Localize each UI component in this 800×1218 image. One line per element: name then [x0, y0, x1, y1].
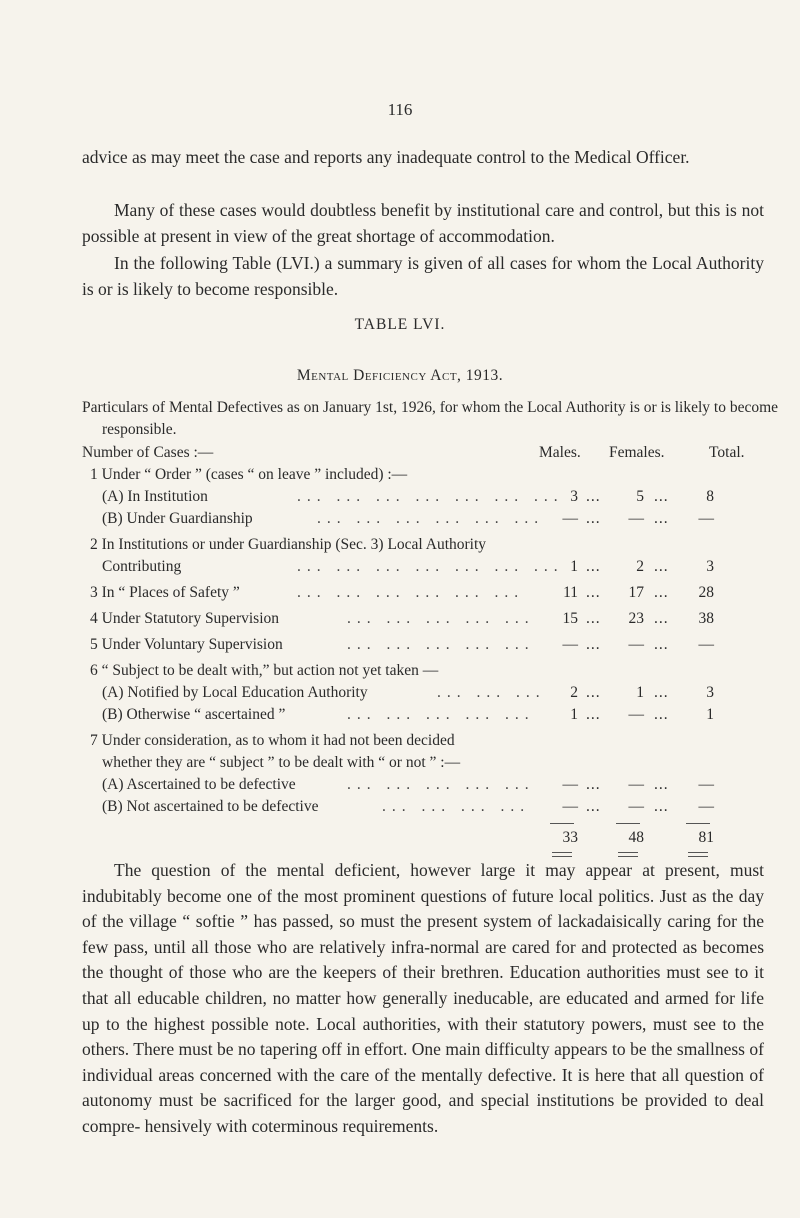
- row-total-value: 3: [706, 684, 714, 701]
- row-total-value: —: [698, 798, 714, 815]
- row-males-value: —: [562, 798, 578, 815]
- row-label: 3 In “ Places of Safety ”: [90, 584, 240, 601]
- row-males-value: 1: [570, 706, 578, 723]
- row-separator: ...: [654, 510, 669, 527]
- table-row: [82, 732, 764, 754]
- row-total-value: 8: [706, 488, 714, 505]
- row-males-value: —: [562, 636, 578, 653]
- row-separator: ...: [586, 776, 601, 793]
- row-separator: ...: [586, 558, 601, 575]
- row-separator: ...: [586, 798, 601, 815]
- row-leader-dots: ... ... ... ... ...: [347, 776, 535, 793]
- table-row: [82, 706, 764, 728]
- row-leader-dots: ... ... ... ... ... ...: [297, 584, 525, 601]
- paragraph-mental-deficient-question: The question of the mental deficient, however large it may appear at present, must indubitably become one of the most prominent questions of future local politics. Just as the day of the village “ softie ” has passed, so must the present system of lackadaisically caring for the few pass, until all those who are relatively infra-normal are cared for and protected as becomes the thought of those who are the keepers of their brethren. Education authorities must see to it that all educable children, no matter how generally ineducable, are educated and armed for life up to the highest possible note. Local authorities, with their statutory powers, must see to the others. There must be no tapering off in effort. One main difficulty appears to be the smallness of individual areas concerned with the care of the mentally defective. It is here that all question of autonomy must be sacrificed for the larger good, and special institutions be provided to deal compre- hensively with coterminous requirements.: [82, 860, 764, 1136]
- row-separator: ...: [654, 488, 669, 505]
- header-total: Total.: [709, 444, 745, 461]
- row-females-value: 17: [628, 584, 644, 601]
- header-number-of-cases: Number of Cases :—: [82, 444, 214, 461]
- row-separator: ...: [654, 558, 669, 575]
- total-double-rule-females: [618, 852, 638, 857]
- row-total-value: 38: [698, 610, 714, 627]
- row-label: 7 Under consideration, as to whom it had not been decided: [90, 732, 455, 749]
- table-row: [82, 488, 764, 510]
- row-males-value: 11: [563, 584, 578, 601]
- table-row: [82, 510, 764, 532]
- row-label: (A) In Institution: [102, 488, 208, 505]
- row-females-value: —: [628, 510, 644, 527]
- row-total-value: —: [698, 636, 714, 653]
- total-females: 48: [628, 829, 644, 846]
- row-females-value: 5: [636, 488, 644, 505]
- row-leader-dots: ... ... ...: [437, 684, 546, 701]
- row-label: 1 Under “ Order ” (cases “ on leave ” included) :—: [90, 466, 408, 483]
- totals-row: [82, 829, 764, 851]
- page-number: 116: [387, 100, 413, 119]
- row-females-value: —: [628, 636, 644, 653]
- row-label: Contributing: [102, 558, 182, 575]
- table-caption: TABLE LVI.: [354, 316, 446, 333]
- row-label: (B) Otherwise “ ascertained ”: [102, 706, 286, 723]
- row-females-value: 23: [628, 610, 644, 627]
- row-males-value: 3: [570, 488, 578, 505]
- row-separator: ...: [654, 798, 669, 815]
- header-males: Males.: [539, 444, 581, 461]
- table-row: [82, 662, 764, 684]
- row-label: (A) Notified by Local Education Authority: [102, 684, 368, 701]
- row-separator: ...: [654, 776, 669, 793]
- row-label: 4 Under Statutory Supervision: [90, 610, 279, 627]
- row-label: 5 Under Voluntary Supervision: [90, 636, 283, 653]
- table-row: [82, 754, 764, 776]
- total-males: 33: [562, 829, 578, 846]
- row-total-value: 1: [706, 706, 714, 723]
- row-leader-dots: ... ... ... ... ... ... ...: [297, 558, 564, 575]
- header-females: Females.: [609, 444, 665, 461]
- total-rule-males: [550, 823, 574, 824]
- row-separator: ...: [586, 684, 601, 701]
- row-label: whether they are “ subject ” to be dealt with “ or not ” :—: [102, 754, 461, 771]
- row-separator: ...: [586, 510, 601, 527]
- table-particulars: Particulars of Mental Defectives as on January 1st, 1926, for whom the Local Authority is or is likely to become responsible.: [82, 399, 779, 438]
- total-double-rule-males: [552, 852, 572, 857]
- paragraph-table-intro: In the following Table (LVI.) a summary is given of all cases for whom the Local Authority is or is likely to become responsible.: [82, 253, 764, 299]
- row-label: (B) Under Guardianship: [102, 510, 253, 527]
- row-label: 2 In Institutions or under Guardianship (Sec. 3) Local Authority: [90, 536, 487, 553]
- paragraph-advice: advice as may meet the case and reports any inadequate control to the Medical Officer.: [82, 147, 690, 167]
- total-rule-females: [616, 823, 640, 824]
- table-row: [82, 536, 764, 558]
- total-rule-total: [686, 823, 710, 824]
- row-males-value: —: [562, 510, 578, 527]
- row-leader-dots: ... ... ... ... ... ...: [317, 510, 545, 527]
- row-separator: ...: [654, 584, 669, 601]
- table-row: [82, 466, 764, 488]
- table-row: [82, 636, 764, 658]
- row-females-value: —: [628, 776, 644, 793]
- row-label: (A) Ascertained to be defective: [102, 776, 296, 793]
- row-males-value: —: [562, 776, 578, 793]
- row-separator: ...: [586, 706, 601, 723]
- row-females-value: 2: [636, 558, 644, 575]
- row-males-value: 2: [570, 684, 578, 701]
- row-leader-dots: ... ... ... ... ... ... ...: [297, 488, 564, 505]
- row-label: (B) Not ascertained to be defective: [102, 798, 319, 815]
- row-separator: ...: [654, 610, 669, 627]
- row-females-value: 1: [636, 684, 644, 701]
- row-leader-dots: ... ... ... ...: [382, 798, 531, 815]
- row-males-value: 1: [570, 558, 578, 575]
- row-total-value: 28: [698, 584, 714, 601]
- row-separator: ...: [586, 584, 601, 601]
- row-females-value: —: [628, 798, 644, 815]
- row-leader-dots: ... ... ... ... ...: [347, 636, 535, 653]
- row-total-value: —: [698, 510, 714, 527]
- table-row: [82, 776, 764, 798]
- table-row: [82, 610, 764, 632]
- row-leader-dots: ... ... ... ... ...: [347, 610, 535, 627]
- row-leader-dots: ... ... ... ... ...: [347, 706, 535, 723]
- row-separator: ...: [586, 488, 601, 505]
- total-double-rule-total: [688, 852, 708, 857]
- row-separator: ...: [586, 636, 601, 653]
- paragraph-institutional-care: Many of these cases would doubtless benefit by institutional care and control, but this is not possible at present in view of the great shortage of accommodation.: [82, 200, 764, 246]
- row-total-value: —: [698, 776, 714, 793]
- table-title: Mental Deficiency Act, 1913.: [296, 367, 504, 384]
- table-row: [82, 798, 764, 820]
- row-separator: ...: [654, 706, 669, 723]
- table-row: [82, 584, 764, 606]
- row-total-value: 3: [706, 558, 714, 575]
- table-header-row: [82, 444, 764, 466]
- row-separator: ...: [586, 610, 601, 627]
- row-label: 6 “ Subject to be dealt with,” but action not yet taken —: [90, 662, 439, 679]
- row-separator: ...: [654, 684, 669, 701]
- table-row: [82, 558, 764, 580]
- row-females-value: —: [628, 706, 644, 723]
- table-row: [82, 684, 764, 706]
- row-males-value: 15: [562, 610, 578, 627]
- total-overall: 81: [698, 829, 714, 846]
- row-separator: ...: [654, 636, 669, 653]
